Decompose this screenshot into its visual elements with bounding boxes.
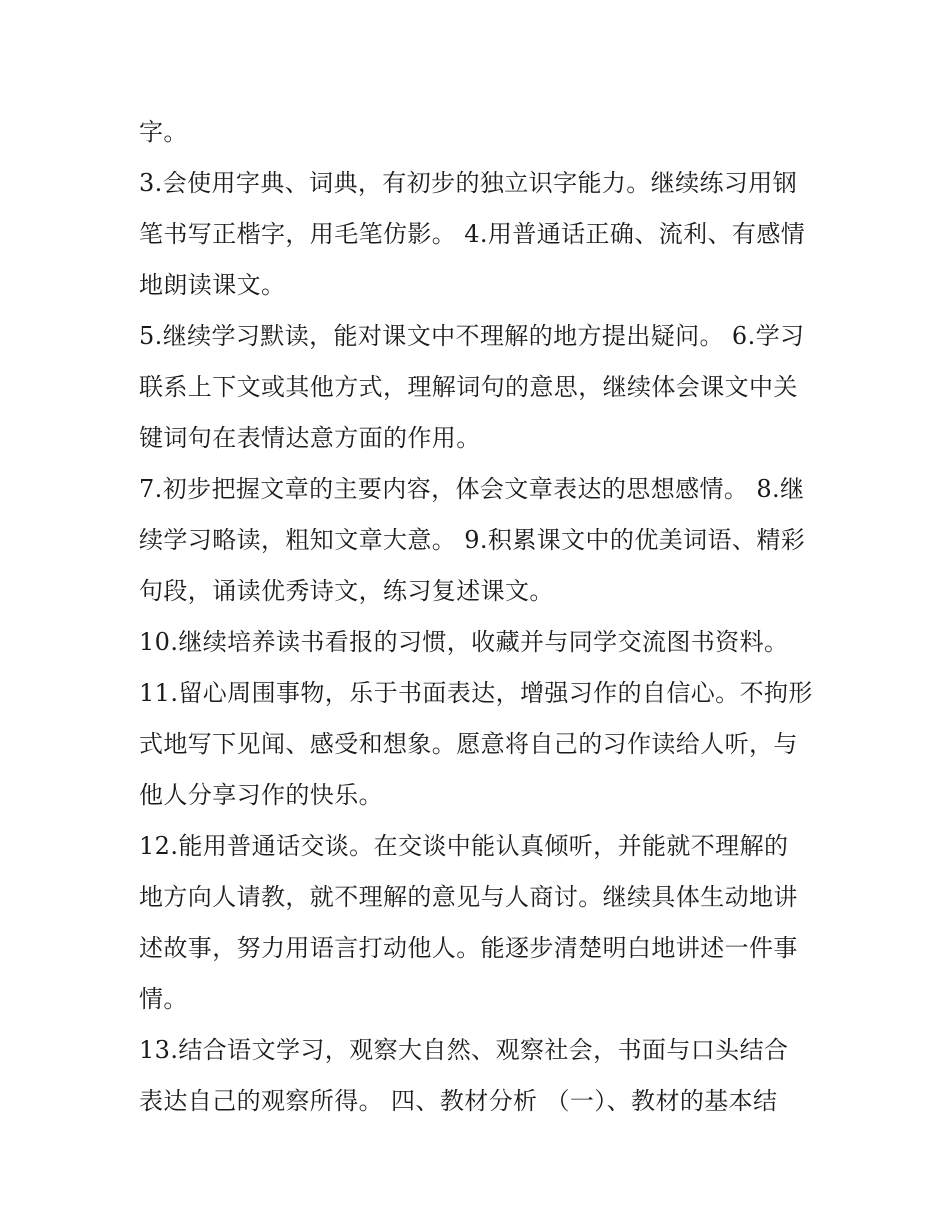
text-line: 11.留心周围事物，乐于书面表达，增强习作的自信心。不拘形 xyxy=(139,679,813,707)
text-line: 表达自己的观察所得。 四、教材分析 （一）、教材的基本结 xyxy=(139,1087,778,1115)
text-line: 12.能用普通话交谈。在交谈中能认真倾听，并能就不理解的 xyxy=(139,832,789,860)
text-line: 笔书写正楷字，用毛笔仿影。 4.用普通话正确、流利、有感情 xyxy=(139,220,806,248)
body-text xyxy=(139,107,839,1127)
text-line: 地朗读课文。 xyxy=(139,271,286,299)
text-line: 句段，诵读优秀诗文，练习复述课文。 xyxy=(139,577,554,605)
text-line: 联系上下文或其他方式，理解词句的意思，继续体会课文中关 xyxy=(139,373,798,401)
text-line: 10.继续培养读书看报的习惯，收藏并与同学交流图书资料。 xyxy=(139,628,789,656)
text-line: 续学习略读，粗知文章大意。 9.积累课文中的优美词语、精彩 xyxy=(139,526,806,554)
text-line: 3.会使用字典、词典，有初步的独立识字能力。继续练习用钢 xyxy=(139,169,798,197)
text-line: 7.初步把握文章的主要内容，体会文章表达的思想感情。 8.继 xyxy=(139,475,805,503)
text-line: 地方向人请教，就不理解的意见与人商讨。继续具体生动地讲 xyxy=(139,883,798,911)
text-line: 字。 xyxy=(139,118,188,146)
text-line: 述故事，努力用语言打动他人。能逐步清楚明白地讲述一件事 xyxy=(139,934,798,962)
text-line: 键词句在表情达意方面的作用。 xyxy=(139,424,481,452)
text-line: 他人分享习作的快乐。 xyxy=(139,781,383,809)
text-line: 5.继续学习默读，能对课文中不理解的地方提出疑问。 6.学习 xyxy=(139,322,805,350)
text-line: 式地写下见闻、感受和想象。愿意将自己的习作读给人听，与 xyxy=(139,730,798,758)
text-line: 13.结合语文学习，观察大自然、观察社会，书面与口头结合 xyxy=(139,1036,789,1064)
text-line: 情。 xyxy=(139,985,188,1013)
